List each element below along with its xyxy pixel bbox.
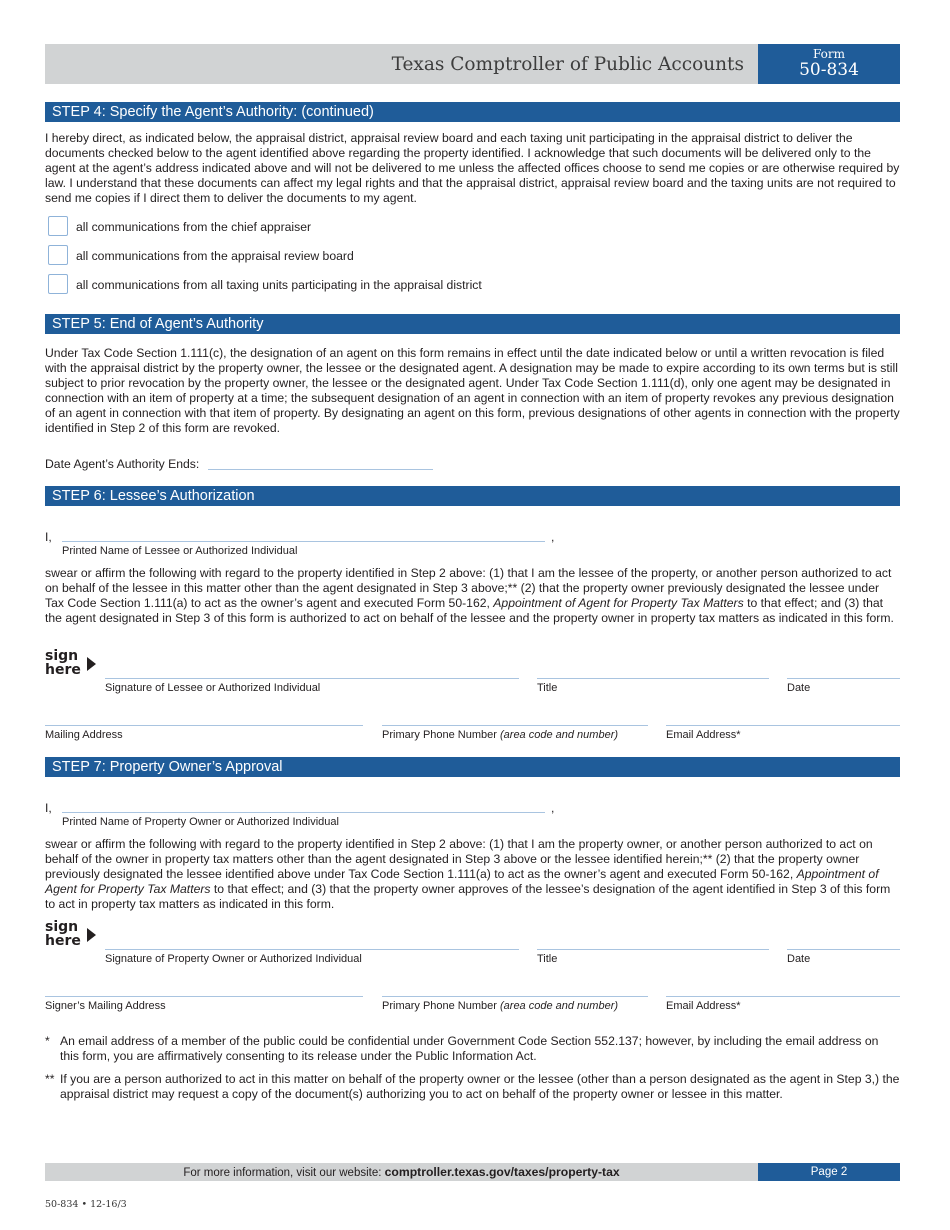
lessee-signature-field[interactable] xyxy=(105,678,519,679)
agency-title: Texas Comptroller of Public Accounts xyxy=(391,54,744,75)
footnote-2-mark: ** xyxy=(45,1072,55,1086)
lessee-signature-caption: Signature of Lessee or Authorized Individual xyxy=(105,682,321,694)
step6-paragraph xyxy=(45,566,900,626)
owner-date-caption: Date xyxy=(787,953,811,965)
footnote-2-text: If you are a person authorized to act in this matter on behalf of the property owner or the lessee (other than a person designated as the agent in Step 3,) the appraisal district may request a copy of the document(s) authorizing you to act on behalf of the property owner or lessee in this matter. xyxy=(60,1072,900,1101)
step4-heading: STEP 4: Specify the Agent’s Authority: (continued) xyxy=(45,102,900,122)
step6-paragraph-form-name: Appointment of Agent for Property Tax Matters xyxy=(493,596,744,610)
owner-phone-caption-hint: (area code and number) xyxy=(500,1000,619,1012)
owner-mailing-address-field[interactable] xyxy=(45,996,363,997)
lessee-phone-field[interactable] xyxy=(382,725,648,726)
lessee-email-field[interactable] xyxy=(666,725,900,726)
step6-paragraph-part2: to that effect; and (3) that the agent designated in Step 3 of this form is authorized to act on behalf of the lessee and the property owner in property tax matters as indicated in this form. xyxy=(45,596,894,625)
sign-here-mark-owner xyxy=(45,920,81,948)
owner-mailing-address-caption: Signer’s Mailing Address xyxy=(45,1000,166,1012)
lessee-title-field[interactable] xyxy=(537,678,769,679)
step7-heading: STEP 7: Property Owner’s Approval xyxy=(45,757,900,777)
step7-paragraph xyxy=(45,837,900,912)
lessee-phone-caption-hint: (area code and number) xyxy=(500,729,619,741)
sign-here-mark xyxy=(45,649,81,677)
lessee-name-caption: Printed Name of Lessee or Authorized Individual xyxy=(62,545,298,557)
form-number: 50-834 xyxy=(799,60,859,80)
footer-info-text: For more information, visit our website: xyxy=(183,1167,385,1179)
owner-signature-field[interactable] xyxy=(105,949,519,950)
lessee-mailing-address-caption: Mailing Address xyxy=(45,729,123,741)
lessee-phone-caption-text: Primary Phone Number xyxy=(382,729,500,741)
option-chief-appraiser-label: all communications from the chief appraiser xyxy=(76,220,312,234)
footer-website-link[interactable]: comptroller.texas.gov/taxes/property-tax xyxy=(384,1165,620,1179)
lessee-phone-caption xyxy=(382,729,618,742)
checkbox-chief-appraiser[interactable] xyxy=(48,216,68,236)
step5-heading: STEP 5: End of Agent’s Authority xyxy=(45,314,900,334)
form-number-box xyxy=(758,44,900,84)
step5-paragraph: Under Tax Code Section 1.111(c), the designation of an agent on this form remains in effect until the date indicated below or until a written revocation is filed with the appraisal district by the property owner, the lessee or the designated agent. A designation may be made to expire according to its own terms but is still subject to prior revocation by the property owner, the lessee or the designated agent. Under Tax Code Section 1.111(d), only one agent may be designated in connection with an item of property at a time; the subsequent designation of an agent in connection with an item of property revokes any previous designation of an agent in connection with that item of property. By designating an agent on this form, previous designations of other agents in connection with the property identified in Step 2 of this form are revoked. xyxy=(45,346,900,435)
owner-phone-caption xyxy=(382,1000,618,1013)
checkbox-taxing-units[interactable] xyxy=(48,274,68,294)
footnote-1-mark: * xyxy=(45,1034,50,1048)
sign-word-owner: sign xyxy=(45,919,79,935)
owner-email-caption: Email Address* xyxy=(666,1000,741,1012)
step7-paragraph-form-name: Appointment of Agent for Property Tax Matters xyxy=(45,867,879,896)
page-number: Page 2 xyxy=(758,1163,900,1181)
form-revision-code: 50-834 • 12-16/3 xyxy=(45,1199,127,1210)
owner-phone-field[interactable] xyxy=(382,996,648,997)
sign-arrow-icon xyxy=(87,657,96,671)
owner-email-field[interactable] xyxy=(666,996,900,997)
here-word: here xyxy=(45,662,81,678)
sign-word: sign xyxy=(45,648,79,664)
owner-signature-caption: Signature of Property Owner or Authorized Individual xyxy=(105,953,362,965)
step4-paragraph: I hereby direct, as indicated below, the appraisal district, appraisal review board and each taxing unit participating in the appraisal district to deliver the documents checked below to the agent identified above regarding the property identified. I acknowledge that such documents will be delivered only to the agent at the agent’s address indicated above and will not be delivered to me unless the affected offices choose to send me copies or are otherwise required by law. I understand that these documents can affect my legal rights and that the appraisal district, appraisal review board and the taxing units are not required to send me copies if I direct them to deliver the documents to my agent. xyxy=(45,131,900,205)
owner-date-field[interactable] xyxy=(787,949,900,950)
lessee-date-caption: Date xyxy=(787,682,811,694)
owner-title-field[interactable] xyxy=(537,949,769,950)
footnote-1-text: An email address of a member of the public could be confidential under Government Code Section 552.137; however, by including the email address on this form, you are affirmatively consenting to its release under the Public Information Act. xyxy=(60,1034,879,1063)
step7-paragraph-part1: swear or affirm the following with regard to the property identified in Step 2 above: (1) that I am the property owner, or another person authorized to act on behalf of the owner in property tax matters other than the agent designated in Step 3 above or the lessee identified herein;** (2) that the property owner previously designated the lessee identified above under Tax Code Section 1.111(a) to act as the owner’s agent and executed Form 50-162, xyxy=(45,837,873,881)
lessee-email-caption: Email Address* xyxy=(666,729,741,741)
owner-i-label: I, xyxy=(45,801,52,815)
here-word-owner: here xyxy=(45,933,81,949)
form-label: Form xyxy=(812,47,845,61)
lessee-comma: , xyxy=(551,530,555,544)
date-authority-ends-field[interactable] xyxy=(208,469,433,470)
step6-heading: STEP 6: Lessee’s Authorization xyxy=(45,486,900,506)
option-review-board-label: all communications from the appraisal review board xyxy=(76,249,354,263)
step7-paragraph-part2: to that effect; and (3) that the property owner approves of the lessee’s designation of the agent identified in Step 3 of this form to act in property tax matters as indicated in this form. xyxy=(45,882,891,911)
lessee-printed-name-field[interactable] xyxy=(62,541,545,542)
owner-title-caption: Title xyxy=(537,953,558,965)
sign-arrow-icon xyxy=(87,928,96,942)
lessee-date-field[interactable] xyxy=(787,678,900,679)
lessee-i-label: I, xyxy=(45,530,52,544)
lessee-title-caption: Title xyxy=(537,682,558,694)
owner-printed-name-field[interactable] xyxy=(62,812,545,813)
checkbox-review-board[interactable] xyxy=(48,245,68,265)
date-authority-ends-label: Date Agent’s Authority Ends: xyxy=(45,457,200,471)
option-taxing-units-label: all communications from all taxing units participating in the appraisal district xyxy=(76,278,482,292)
owner-phone-caption-text: Primary Phone Number xyxy=(382,1000,500,1012)
owner-comma: , xyxy=(551,801,555,815)
owner-name-caption: Printed Name of Property Owner or Authorized Individual xyxy=(62,816,339,828)
step6-paragraph-part1: swear or affirm the following with regard to the property identified in Step 2 above: (1) that I am the lessee of the property, or another person authorized to act on behalf of the lessee in this matter other than the agent designated in Step 3 above;** (2) that the property owner previously designated the lessee under Tax Code Section 1.111(a) to act as the owner’s agent and executed Form 50-162, xyxy=(45,566,892,610)
lessee-mailing-address-field[interactable] xyxy=(45,725,363,726)
footer-bar xyxy=(45,1163,758,1181)
